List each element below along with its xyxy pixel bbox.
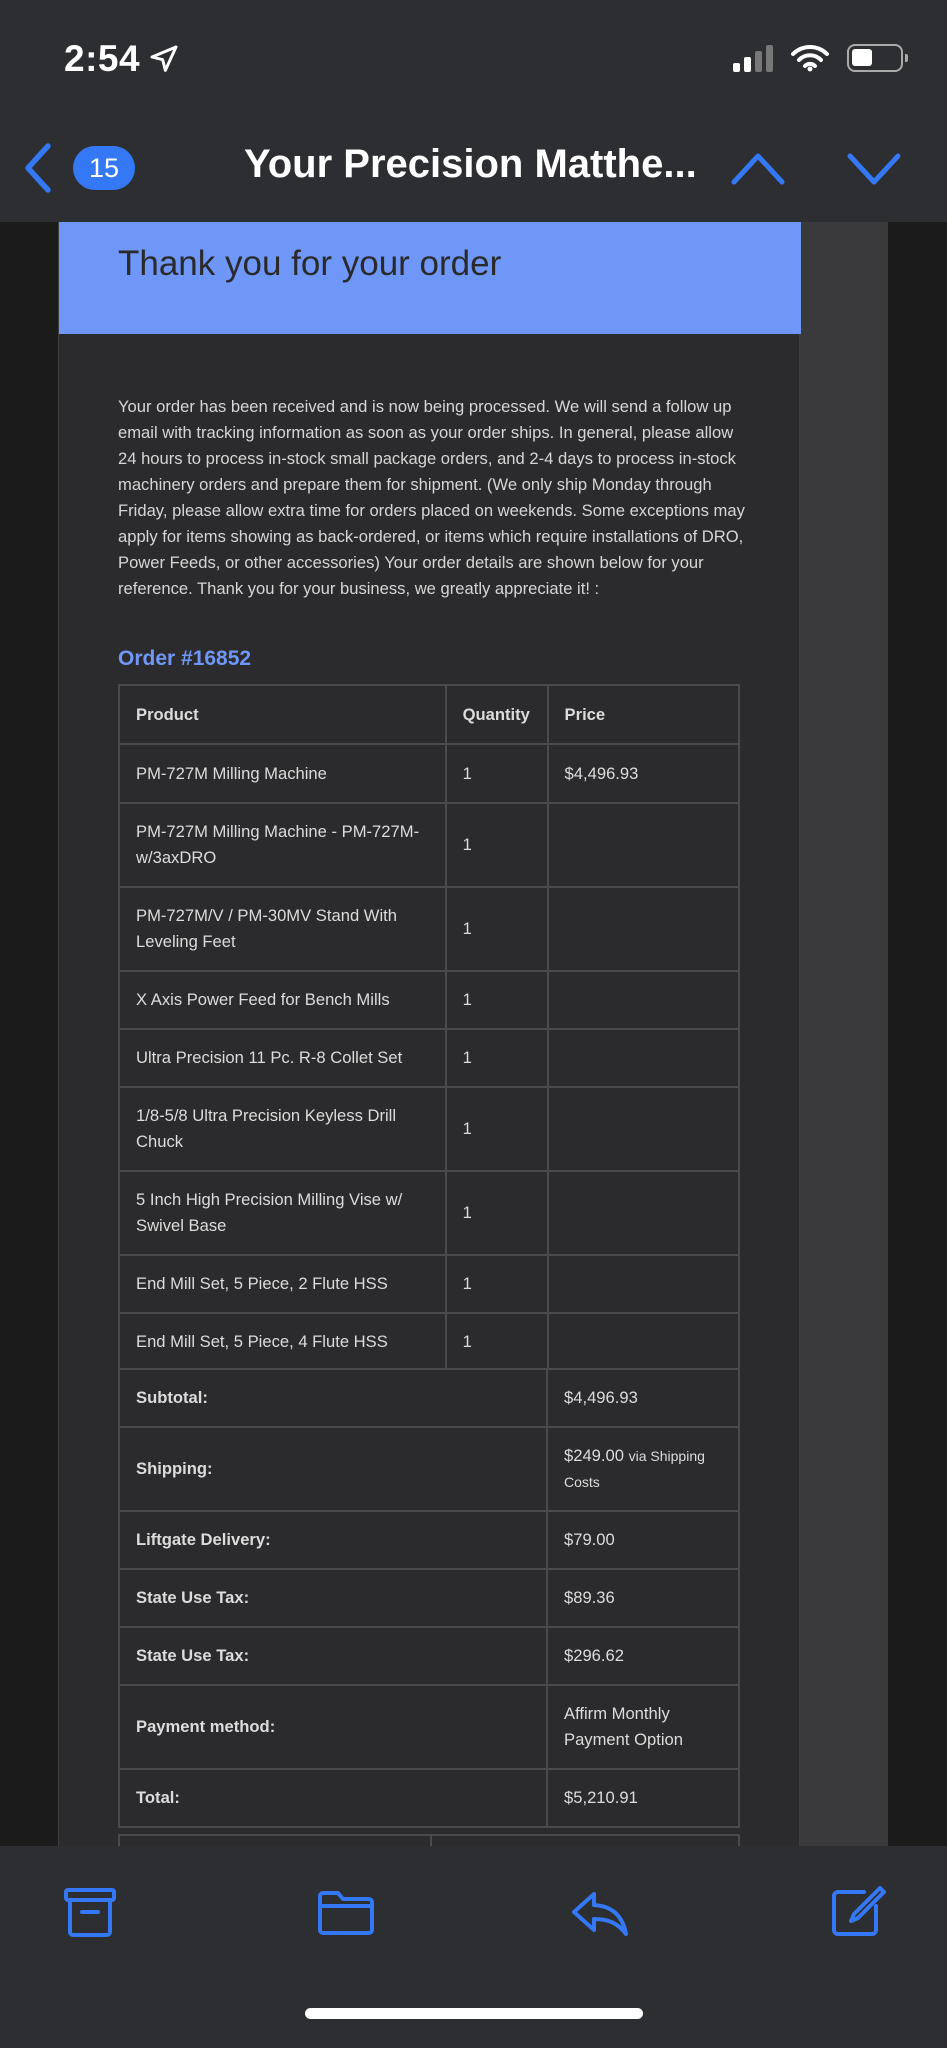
folder-icon[interactable] xyxy=(316,1884,376,1940)
totals-value: $249.00 xyxy=(564,1446,624,1465)
totals-value-cell xyxy=(548,1428,738,1510)
table-row xyxy=(120,1088,738,1170)
totals-label: Shipping: xyxy=(120,1428,546,1510)
product-name: X Axis Power Feed for Bench Mills xyxy=(120,972,445,1028)
table-row xyxy=(120,804,738,886)
product-quantity: 1 xyxy=(447,1256,547,1312)
totals-label: Subtotal: xyxy=(120,1370,546,1426)
table-row xyxy=(120,1314,738,1370)
product-price xyxy=(549,1088,738,1170)
product-name: 1/8-5/8 Ultra Precision Keyless Drill Chuck xyxy=(120,1088,445,1170)
status-icons xyxy=(733,44,903,72)
email-margin xyxy=(888,222,947,1846)
totals-value: $4,496.93 xyxy=(548,1370,738,1426)
location-arrow-icon xyxy=(148,43,180,75)
product-quantity: 1 xyxy=(447,745,547,802)
totals-value: $5,210.91 xyxy=(548,1770,738,1826)
status-time-text: 2:54 xyxy=(64,38,141,79)
shipping-method-note: via Shipping Costs xyxy=(564,1448,705,1490)
table-row xyxy=(120,888,738,970)
back-chevron-icon[interactable] xyxy=(20,142,56,194)
next-table-edge xyxy=(118,1834,740,1846)
bottom-toolbar xyxy=(0,1846,947,2048)
totals-row xyxy=(120,1570,738,1626)
totals-row xyxy=(120,1370,738,1426)
order-totals-table xyxy=(118,1368,740,1828)
nav-title: Your Precision Matthe... xyxy=(244,142,697,186)
table-row xyxy=(120,1172,738,1254)
product-price xyxy=(549,1314,738,1370)
cellular-signal-icon xyxy=(733,44,773,72)
wifi-icon xyxy=(791,44,829,72)
product-quantity: 1 xyxy=(447,888,547,970)
product-name: PM-727M Milling Machine xyxy=(120,745,445,802)
battery-icon xyxy=(847,44,903,72)
order-items-table xyxy=(118,684,740,1372)
product-name: End Mill Set, 5 Piece, 2 Flute HSS xyxy=(120,1256,445,1312)
order-banner xyxy=(59,222,801,334)
header-quantity: Quantity xyxy=(447,686,547,743)
product-quantity: 1 xyxy=(447,1172,547,1254)
totals-value: Affirm Monthly Payment Option xyxy=(548,1686,738,1768)
product-name: Ultra Precision 11 Pc. R-8 Collet Set xyxy=(120,1030,445,1086)
product-name: PM-727M Milling Machine - PM-727M-w/3axDRO xyxy=(120,804,445,886)
table-row xyxy=(120,745,738,802)
table-row xyxy=(120,972,738,1028)
totals-label: Payment method: xyxy=(120,1686,546,1768)
product-price: $4,496.93 xyxy=(549,745,738,802)
totals-value: $296.62 xyxy=(548,1628,738,1684)
totals-row xyxy=(120,1628,738,1684)
header-product: Product xyxy=(120,686,445,743)
product-price xyxy=(549,972,738,1028)
header-price: Price xyxy=(549,686,738,743)
totals-value: $89.36 xyxy=(548,1570,738,1626)
product-name: PM-727M/V / PM-30MV Stand With Leveling Feet xyxy=(120,888,445,970)
product-quantity: 1 xyxy=(447,804,547,886)
unread-count-badge[interactable]: 15 xyxy=(73,146,135,190)
table-row xyxy=(120,1030,738,1086)
table-row xyxy=(120,1256,738,1312)
next-message-icon[interactable] xyxy=(846,148,902,188)
order-number-link[interactable]: Order #16852 xyxy=(118,647,252,670)
banner-title: Thank you for your order xyxy=(118,244,502,283)
table-header-row xyxy=(120,686,738,743)
totals-label: Total: xyxy=(120,1770,546,1826)
product-quantity: 1 xyxy=(447,1088,547,1170)
product-name: End Mill Set, 5 Piece, 4 Flute HSS xyxy=(120,1314,445,1370)
top-bar xyxy=(0,0,947,222)
compose-icon[interactable] xyxy=(828,1884,888,1940)
totals-label: State Use Tax: xyxy=(120,1570,546,1626)
product-price xyxy=(549,888,738,970)
product-price xyxy=(549,1256,738,1312)
totals-row xyxy=(120,1512,738,1568)
previous-message-icon[interactable] xyxy=(730,148,786,188)
totals-row xyxy=(120,1686,738,1768)
product-price xyxy=(549,1030,738,1086)
product-price xyxy=(549,804,738,886)
email-card xyxy=(58,222,800,1846)
reply-icon[interactable] xyxy=(570,1884,630,1940)
home-indicator[interactable] xyxy=(305,2008,643,2019)
product-price xyxy=(549,1172,738,1254)
intro-text: Your order has been received and is now being processed. We will send a follow up email with tracking information as soon as your order ships. In general, please allow 24 hours to process in-stock small package orders, and 2-4 days to process in-stock machinery orders and prepare them for shipment. (We only ship Monday through Friday, please allow extra time for orders placed on weekends. Some exceptions may apply for items showing as back-ordered, or items which require installations of DRO, Power Feeds, or other accessories) Your order details are shown below for your reference. Thank you for your business, we greatly appreciate it! : xyxy=(118,397,745,598)
email-content[interactable] xyxy=(0,222,947,1846)
totals-value: $79.00 xyxy=(548,1512,738,1568)
totals-row xyxy=(120,1428,738,1510)
archive-icon[interactable] xyxy=(60,1884,120,1940)
email-side-panel xyxy=(800,222,888,1846)
totals-row xyxy=(120,1770,738,1826)
totals-label: Liftgate Delivery: xyxy=(120,1512,546,1568)
status-time xyxy=(64,38,180,80)
product-name: 5 Inch High Precision Milling Vise w/ Swivel Base xyxy=(120,1172,445,1254)
product-quantity: 1 xyxy=(447,972,547,1028)
product-quantity: 1 xyxy=(447,1030,547,1086)
totals-label: State Use Tax: xyxy=(120,1628,546,1684)
product-quantity: 1 xyxy=(447,1314,547,1370)
